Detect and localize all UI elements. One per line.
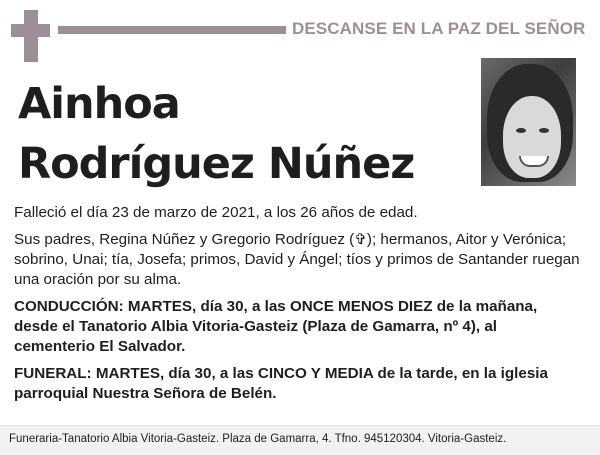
header-divider [58,26,286,34]
footer-text: Funeraria-Tanatorio Albia Vitoria-Gasteiz. Plaza de Gamarra, 4. Tfno. 945120304. Vitoria-Gasteiz. [9,433,507,445]
notice-body [14,203,582,411]
funeral-paragraph: FUNERAL: MARTES, día 30, a las CINCO Y MEDIA de la tarde, en la iglesia parroquial Nuestra Señora de Belén. [14,365,548,402]
conduccion-paragraph: CONDUCCIÓN: MARTES, día 30, a las ONCE MENOS DIEZ de la mañana, desde el Tanatorio Albia Vitoria-Gasteiz (Plaza de Gamarra, nº 4), al cementerio El Salvador. [14,298,538,355]
photo-right-eye [539,128,549,133]
death-notice: Falleció el día 23 de marzo de 2021, a los 26 años de edad. [14,204,418,221]
photo-left-eye [516,128,526,133]
family-paragraph: Sus padres, Regina Núñez y Gregorio Rodríguez (✞); hermanos, Aitor y Verónica; sobrino, Unai; tía, Josefa; primos, David y Ángel; tíos y primos de Santander ruegan una oración por su alma. [14,231,580,288]
header-title: DESCANSE EN LA PAZ DEL SEÑOR [292,19,586,38]
deceased-first-name: Ainhoa [18,79,180,129]
footer-bar [0,425,600,455]
deceased-photo [481,58,576,186]
deceased-last-name: Rodríguez Núñez [18,139,415,189]
cross-horizontal-bar [11,24,50,37]
